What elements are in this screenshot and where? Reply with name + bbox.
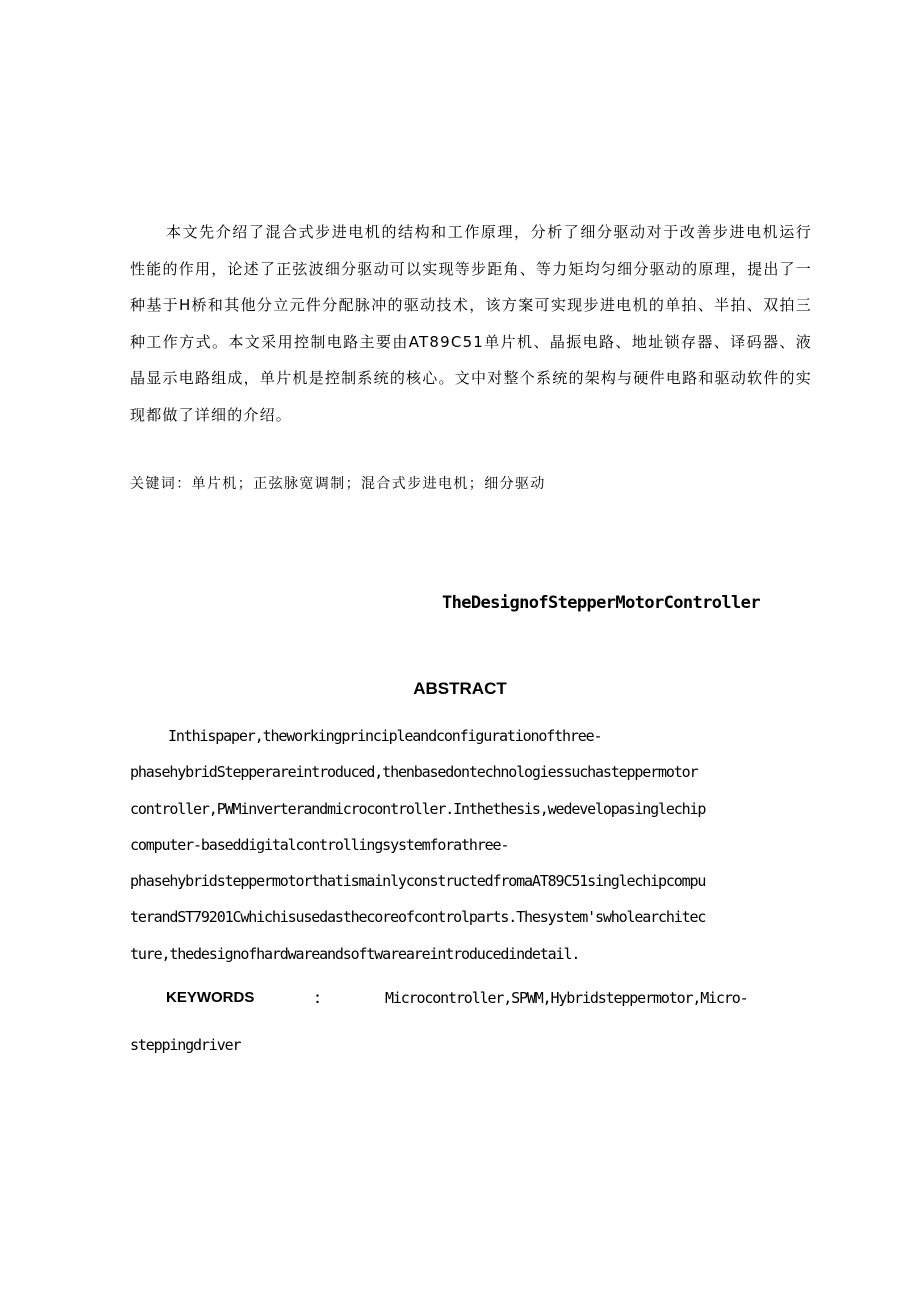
english-abstract-line: phasehybridStepperareintroduced,thenbasedontechnologiessuchasteppermotor xyxy=(130,763,698,782)
keywords-values-line-1: Microcontroller,SPWM,Hybridsteppermotor,Micro- xyxy=(385,989,748,1007)
keywords-label: KEYWORDS xyxy=(166,989,255,1006)
keywords-colon: ： xyxy=(314,989,330,1007)
english-title: TheDesignofStepperMotorController xyxy=(442,593,760,613)
chinese-keywords: 关键词：单片机；正弦脉宽调制；混合式步进电机；细分驱动 xyxy=(130,476,546,492)
english-abstract-line: ture,thedesignofhardwareandsoftwareareintroducedindetail. xyxy=(130,944,580,963)
english-abstract-line: terandST79201Cwhichisusedasthecoreofcontrolparts.Thesystem'swholearchitec xyxy=(130,908,706,927)
english-abstract-line: computer-baseddigitalcontrollingsystemforathree- xyxy=(130,835,509,854)
english-abstract-line: phasehybridsteppermotorthatismainlyconstructedfromaAT89C51singlechipcompu xyxy=(130,872,706,891)
english-abstract-line: Inthispaper,theworkingprincipleandconfigurationofthree- xyxy=(168,727,602,745)
keywords-values-line-2: steppingdriver xyxy=(130,1036,241,1054)
english-abstract-line: controller,PWMinverterandmicrocontroller.Inthethesis,wedevelopasinglechip xyxy=(130,799,706,818)
english-abstract-paragraph xyxy=(130,718,810,972)
chinese-abstract-paragraph: 本文先介绍了混合式步进电机的结构和工作原理，分析了细分驱动对于改善步进电机运行性能的作用，论述了正弦波细分驱动可以实现等步距角、等力矩均匀细分驱动的原理，提出了一种基于H桥和其他分立元件分配脉冲的驱动技术，该方案可实现步进电机的单拍、半拍、双拍三种工作方式。本文采用控制电路主要由AT89C51单片机、晶振电路、地址锁存器、译码器、液晶显示电路组成，单片机是控制系统的核心。文中对整个系统的架构与硬件电路和驱动软件的实现都做了详细的介绍。 xyxy=(130,223,812,424)
abstract-heading: ABSTRACT xyxy=(413,679,507,698)
